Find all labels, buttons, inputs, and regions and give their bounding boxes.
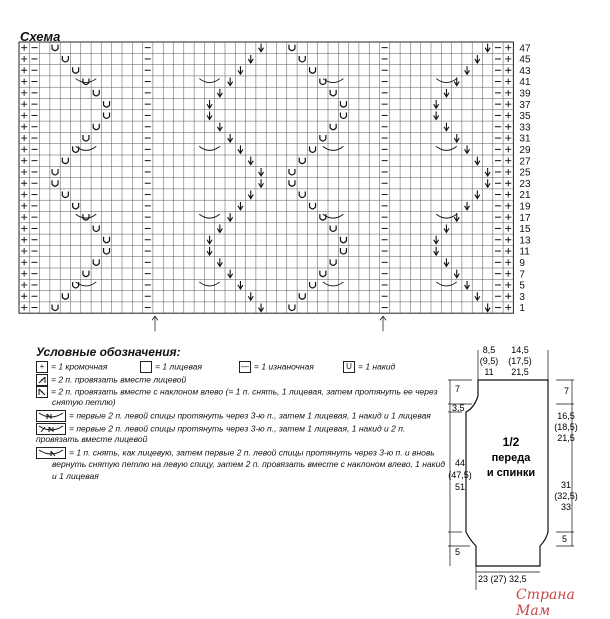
row-number: 15 [519, 224, 531, 236]
row-number: 19 [519, 201, 531, 213]
row-number: 11 [519, 246, 530, 258]
top-right-dim-2: (17,5) [508, 356, 532, 366]
right-body-dim-1: 31 [560, 480, 572, 490]
center-label-2: переда [491, 452, 531, 464]
row-number: 3 [519, 291, 525, 303]
legend-cross-3-3: и 1 лицевая [52, 471, 99, 481]
row-number: 43 [519, 65, 531, 77]
right-body-dim-2: (32,5) [554, 491, 578, 501]
legend-ssk-2: снятую петлю) [52, 397, 116, 407]
legend-cross-2-2: провязать вместе лицевой [36, 434, 148, 444]
left-dim-5: 5 [455, 547, 461, 557]
row-number: 45 [519, 54, 531, 66]
right-body-dim-3: 33 [560, 502, 572, 512]
row-number: 1 [519, 303, 525, 315]
row-number: 21 [519, 190, 531, 202]
center-label-3: и спинки [486, 467, 536, 479]
row-number: 25 [519, 167, 531, 179]
row-number: 33 [519, 122, 531, 134]
row-number: 9 [519, 258, 525, 269]
bottom-dim: 23 (27) 32,5 [478, 574, 527, 584]
top-right-dim-1: 14,5 [511, 345, 529, 355]
row-number: 27 [519, 156, 531, 168]
yarn-over-icon: U [343, 361, 355, 373]
legend-knit: = 1 лицевая [155, 361, 203, 372]
row-number: 41 [519, 77, 531, 89]
top-left-dim-3: 11 [484, 367, 494, 377]
row-number: 29 [519, 145, 531, 156]
right-armhole-dim-2: (18,5) [554, 422, 578, 432]
legend-title: Условные обозначения: [36, 345, 181, 359]
legend-cross-2-1: = первые 2 п. левой спицы протянуть через 3-ю п., затем 1 лицевая, 1 накид и 2 п. [69, 423, 406, 434]
legend-purl: = 1 изнаночная [254, 361, 314, 372]
row-number: 23 [519, 178, 531, 190]
row-number: 35 [519, 111, 531, 123]
legend-yo: = 1 накид [358, 361, 396, 372]
row-number: 17 [519, 212, 531, 224]
right-dim-7: 7 [564, 386, 570, 396]
edge-stitch-icon: + [36, 361, 48, 373]
row-number: 7 [519, 269, 525, 281]
row-number: 37 [519, 99, 531, 111]
right-armhole-dim-1: 16,5 [557, 411, 575, 421]
top-left-dim-1: 8,5 [482, 345, 496, 355]
left-dim-35: 3,5 [452, 403, 465, 413]
left-body-dim-2: (47,5) [448, 470, 472, 480]
legend-cross-1: = первые 2 п. левой спицы протянуть через 3-ю п., затем 1 лицевая, 1 накид и 1 лицевая [69, 410, 431, 421]
legend-cross-3-2: вернуть снятую петлю на левую спицу, затем 2 п. провязать вместе с наклоном влево, 1 накид [52, 459, 446, 469]
legend-ssk-1: = 2 п. провязать вместе с наклоном влево (= 1 п. снять, 1 лицевая, затем протянуть ее через [51, 386, 438, 397]
left-body-dim-1: 44 [454, 458, 466, 468]
legend-k2tog: = 2 п. провязать вместе лицевой [51, 374, 187, 385]
top-right-dim-3: 21,5 [511, 367, 529, 377]
right-armhole-dim-3: 21,5 [557, 433, 575, 443]
watermark: Страна Мам [516, 587, 575, 619]
legend-cross-3-1: = 1 п. снять, как лицевую, затем первые 2 п. левой спицы протянуть через 3-ю п. и вновь [69, 447, 435, 458]
purl-stitch-icon: — [241, 362, 249, 371]
right-dim-5: 5 [562, 534, 568, 544]
row-number: 39 [519, 88, 531, 100]
row-number: 31 [519, 133, 531, 145]
row-number: 13 [519, 235, 531, 247]
legend-edge: = 1 кромочная [51, 361, 108, 372]
row-number: 47 [519, 43, 531, 55]
row-number: 5 [519, 280, 525, 292]
center-label-1: 1/2 [502, 435, 520, 449]
top-left-dim-2: (9,5) [479, 356, 499, 366]
chart-title: Схема [20, 29, 61, 44]
left-body-dim-3: 51 [454, 482, 466, 492]
left-dim-7: 7 [455, 384, 461, 394]
